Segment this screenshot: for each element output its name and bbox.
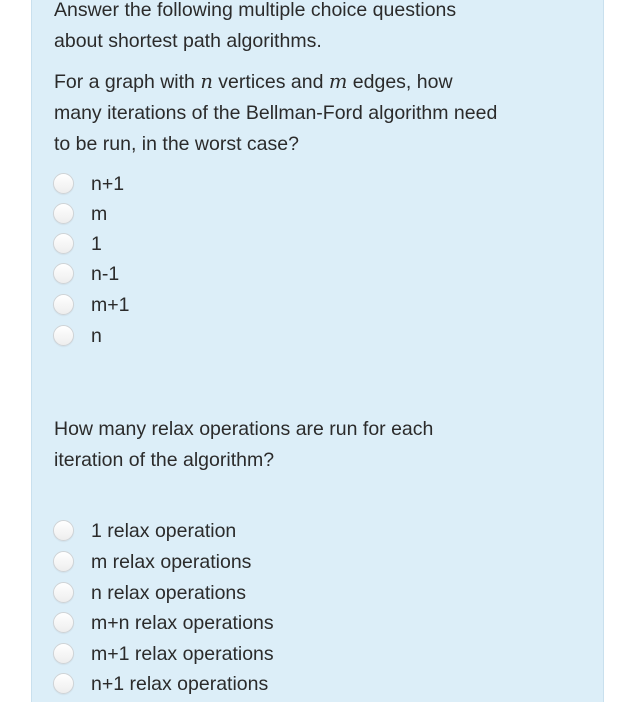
option-label: n: [91, 325, 102, 347]
option-label: m: [91, 203, 108, 225]
radio-button[interactable]: [53, 294, 74, 315]
radio-button[interactable]: [53, 325, 74, 346]
math-var-m: m: [328, 70, 348, 93]
radio-button[interactable]: [53, 673, 74, 694]
math-var-n: n: [200, 70, 213, 93]
q1-suffix: edges, how: [347, 71, 453, 93]
option-label: 1: [91, 233, 102, 255]
option-label: n+1: [91, 173, 125, 195]
option-label: n relax operations: [91, 582, 247, 604]
radio-button[interactable]: [53, 203, 74, 224]
q1-prefix: For a graph with: [54, 71, 201, 93]
radio-button[interactable]: [53, 263, 74, 284]
question-1-line-1: [54, 66, 574, 98]
intro-line-1: Answer the following multiple choice questions: [54, 0, 457, 21]
radio-button[interactable]: [53, 233, 74, 254]
question-2-line-1: How many relax operations are run for each: [54, 418, 434, 440]
option-label: m relax operations: [91, 551, 252, 573]
radio-button[interactable]: [53, 582, 74, 603]
radio-button[interactable]: [53, 173, 74, 194]
option-label: 1 relax operation: [91, 520, 237, 542]
q1-mid: vertices and: [212, 71, 329, 93]
option-label: m+n relax operations: [91, 612, 274, 634]
question-1-line-2: many iterations of the Bellman-Ford algorithm need: [54, 102, 498, 124]
radio-button[interactable]: [53, 643, 74, 664]
option-label: n-1: [91, 263, 120, 285]
intro-line-2: about shortest path algorithms.: [54, 30, 322, 52]
radio-button[interactable]: [53, 551, 74, 572]
radio-button[interactable]: [53, 612, 74, 633]
option-label: n+1 relax operations: [91, 673, 269, 695]
option-label: m+1 relax operations: [91, 643, 274, 665]
option-label: m+1: [91, 294, 130, 316]
radio-button[interactable]: [53, 520, 74, 541]
question-2-line-2: iteration of the algorithm?: [54, 449, 275, 471]
question-1-prompt: [54, 66, 574, 160]
question-1-line-3: to be run, in the worst case?: [54, 133, 299, 155]
intro-text: [54, 0, 574, 57]
question-2-prompt: [54, 414, 574, 476]
